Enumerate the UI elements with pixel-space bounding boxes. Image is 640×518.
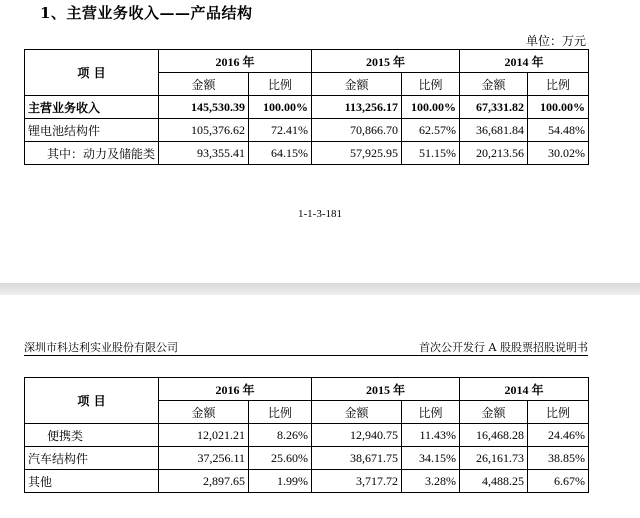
- amount-cell: 113,256.17: [312, 96, 402, 119]
- amount-header: 金额: [460, 401, 528, 424]
- page-separator: [0, 283, 640, 295]
- company-header: 深圳市科达利实业股份有限公司: [24, 341, 178, 354]
- amount-cell: 2,897.65: [159, 470, 249, 493]
- revenue-table-bottom: [24, 377, 589, 493]
- ratio-cell: 54.48%: [528, 119, 589, 142]
- ratio-header: 比例: [528, 73, 589, 96]
- amount-cell: 105,376.62: [159, 119, 249, 142]
- amount-cell: 67,331.82: [460, 96, 528, 119]
- ratio-cell: 6.67%: [528, 470, 589, 493]
- amount-header: 金额: [312, 401, 402, 424]
- unit-note: 单位：万元: [525, 34, 586, 48]
- ratio-header: 比例: [249, 401, 312, 424]
- amount-cell: 36,681.84: [460, 119, 528, 142]
- amount-header: 金额: [159, 73, 249, 96]
- ratio-cell: 3.28%: [402, 470, 460, 493]
- year-header: 2015 年: [312, 378, 460, 401]
- header-rule: [24, 355, 588, 356]
- row-label: 便携类: [25, 424, 159, 447]
- year-header: 2015 年: [312, 50, 460, 73]
- ratio-cell: 25.60%: [249, 447, 312, 470]
- page-bottom: [0, 295, 640, 518]
- year-header: 2016 年: [159, 50, 312, 73]
- amount-cell: 145,530.39: [159, 96, 249, 119]
- ratio-header: 比例: [249, 73, 312, 96]
- amount-cell: 26,161.73: [460, 447, 528, 470]
- table-row: [25, 119, 589, 142]
- amount-cell: 3,717.72: [312, 470, 402, 493]
- year-header: 2016 年: [159, 378, 312, 401]
- amount-cell: 16,468.28: [460, 424, 528, 447]
- table-row: [25, 447, 589, 470]
- ratio-cell: 11.43%: [402, 424, 460, 447]
- item-header: 项 目: [25, 378, 159, 424]
- row-label: 其中：动力及储能类: [25, 142, 159, 165]
- ratio-cell: 30.02%: [528, 142, 589, 165]
- ratio-cell: 100.00%: [528, 96, 589, 119]
- section-title: 1、主营业务收入——产品结构: [40, 4, 253, 22]
- item-header: 项 目: [25, 50, 159, 96]
- revenue-table-top: [24, 49, 589, 165]
- ratio-header: 比例: [402, 73, 460, 96]
- amount-cell: 12,021.21: [159, 424, 249, 447]
- row-label: 锂电池结构件: [25, 119, 159, 142]
- amount-cell: 37,256.11: [159, 447, 249, 470]
- document-header: 首次公开发行 A 股股票招股说明书: [419, 341, 588, 354]
- ratio-cell: 72.41%: [249, 119, 312, 142]
- table-row: [25, 470, 589, 493]
- row-label: 汽车结构件: [25, 447, 159, 470]
- ratio-cell: 62.57%: [402, 119, 460, 142]
- table-row: [25, 424, 589, 447]
- table-row: [25, 142, 589, 165]
- year-header: 2014 年: [460, 378, 589, 401]
- ratio-cell: 38.85%: [528, 447, 589, 470]
- ratio-cell: 1.99%: [249, 470, 312, 493]
- amount-cell: 4,488.25: [460, 470, 528, 493]
- ratio-cell: 64.15%: [249, 142, 312, 165]
- amount-header: 金额: [460, 73, 528, 96]
- ratio-cell: 34.15%: [402, 447, 460, 470]
- year-header: 2014 年: [460, 50, 589, 73]
- ratio-cell: 51.15%: [402, 142, 460, 165]
- amount-cell: 70,866.70: [312, 119, 402, 142]
- amount-cell: 57,925.95: [312, 142, 402, 165]
- row-label: 主营业务收入: [25, 96, 159, 119]
- ratio-cell: 8.26%: [249, 424, 312, 447]
- ratio-header: 比例: [528, 401, 589, 424]
- amount-header: 金额: [312, 73, 402, 96]
- page-number: 1-1-3-181: [298, 208, 342, 220]
- table-row: [25, 96, 589, 119]
- amount-cell: 93,355.41: [159, 142, 249, 165]
- amount-cell: 20,213.56: [460, 142, 528, 165]
- amount-header: 金额: [159, 401, 249, 424]
- amount-cell: 38,671.75: [312, 447, 402, 470]
- ratio-cell: 100.00%: [249, 96, 312, 119]
- amount-cell: 12,940.75: [312, 424, 402, 447]
- ratio-cell: 24.46%: [528, 424, 589, 447]
- ratio-cell: 100.00%: [402, 96, 460, 119]
- ratio-header: 比例: [402, 401, 460, 424]
- row-label: 其他: [25, 470, 159, 493]
